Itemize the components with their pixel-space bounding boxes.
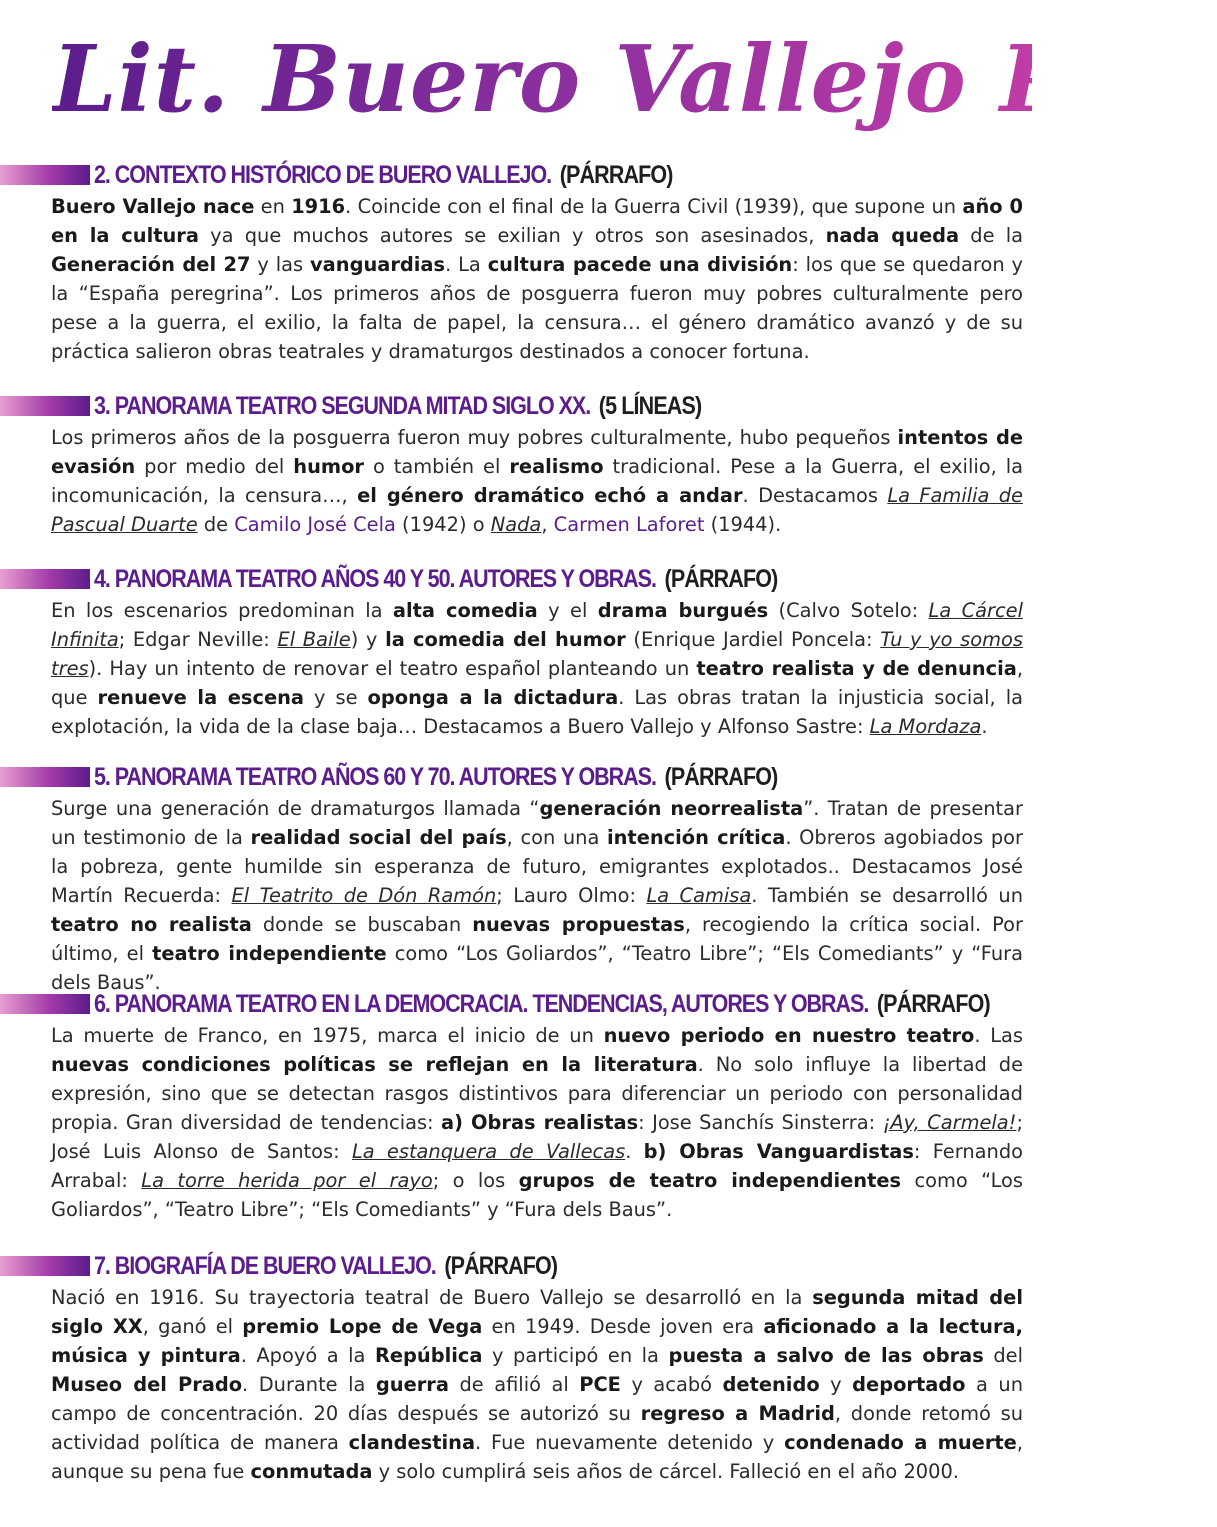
work-title: La torre herida por el rayo <box>141 1169 433 1192</box>
heading-accent-bar <box>0 994 90 1014</box>
section-paragraph: La muerte de Franco, en 1975, marca el inicio de un nuevo periodo en nuestro teatro. Las nuevas condiciones políticas se reflejan en la literatura. No solo influye la libertad de expresión, sino que se detectan rasgos distintivos para diferenciar un periodo con personalidad propia. Gran diversidad de tendencias: a) Obras realistas: Jose Sanchís Sinsterra: ¡Ay, Carmela!; José Luis Alonso de Santos: La estanquera de Vallecas. b) Obras Vanguardistas: Fernando Arrabal: La torre herida por el rayo; o los grupos de teatro independientes como “Los Goliardos”, “Teatro Libre”; “Els Comediants” y “Fura dels Baus”. <box>51 1024 1024 1221</box>
section-tag: (PÁRRAFO) <box>559 161 673 189</box>
page-title: Lit. Buero Vallejo PAU <box>52 14 1032 144</box>
section-title: 5. PANORAMA TEATRO AÑOS 60 Y 70. AUTORES Y OBRAS. <box>94 763 656 791</box>
section-heading <box>0 1251 1080 1281</box>
author-name: Carmen Laforet <box>553 513 705 536</box>
section-title: 4. PANORAMA TEATRO AÑOS 40 Y 50. AUTORES Y OBRAS. <box>94 565 656 593</box>
section-heading <box>0 989 1080 1019</box>
section-paragraph: Los primeros años de la posguerra fueron muy pobres culturalmente, hubo pequeños intentos de evasión por medio del humor o también el realismo tradicional. Pese a la Guerra, el exilio, la incomunicación, la censura…, el género dramático echó a andar. Destacamos La Familia de Pascual Duarte de Camilo José Cela (1942) o Nada, Carmen Laforet (1944). <box>51 426 1023 536</box>
section-panorama-60-70 <box>0 762 1080 997</box>
section-paragraph: Surge una generación de dramaturgos llamada “generación neorrealista”. Tratan de presentar un testimonio de la realidad social del país, con una intención crítica. Obreros agobiados por la pobreza, gente humilde sin esperanza de futuro, emigrantes explotados.. Destacamos José Martín Recuerda: El Teatrito de Dón Ramón; Lauro Olmo: La Camisa. También se desarrolló un teatro no realista donde se buscaban nuevas propuestas, recogiendo la crítica social. Por último, el teatro independiente como “Los Goliardos”, “Teatro Libre”; “Els Comediants” y “Fura dels Baus”. <box>51 797 1024 994</box>
section-paragraph: Nació en 1916. Su trayectoria teatral de Buero Vallejo se desarrolló en la segunda mitad del siglo XX, ganó el premio Lope de Vega en 1949. Desde joven era aficionado a la lectura, música y pintura. Apoyó a la República y participó en la puesta a salvo de las obras del Museo del Prado. Durante la guerra de afilió al PCE y acabó detenido y deportado a un campo de concentración. 20 días después se autorizó su regreso a Madrid, donde retomó su actividad política de manera clandestina. Fue nuevamente detenido y condenado a muerte, aunque su pena fue conmutada y solo cumplirá seis años de cárcel. Falleció en el año 2000. <box>51 1286 1024 1483</box>
heading-accent-bar <box>0 165 90 185</box>
section-contexto-historico <box>0 160 1080 366</box>
heading-accent-bar <box>0 1256 90 1276</box>
work-title: La estanquera de Vallecas <box>351 1140 626 1163</box>
section-tag: (PÁRRAFO) <box>444 1252 558 1280</box>
section-title: 3. PANORAMA TEATRO SEGUNDA MITAD SIGLO XX. <box>94 392 591 420</box>
work-title: El Baile <box>277 628 351 651</box>
work-title: La Familia de Pascual Duarte <box>51 484 1023 536</box>
author-name: Camilo José Cela <box>234 513 396 536</box>
section-panorama-democracia <box>0 989 1080 1224</box>
section-tag: (PÁRRAFO) <box>664 763 778 791</box>
heading-accent-bar <box>0 396 90 416</box>
work-title: El Teatrito de Dón Ramón <box>231 884 497 907</box>
section-tag: (PÁRRAFO) <box>876 990 990 1018</box>
section-paragraph: En los escenarios predominan la alta comedia y el drama burgués (Calvo Sotelo: La Cárcel Infinita; Edgar Neville: El Baile) y la comedia del humor (Enrique Jardiel Poncela: Tu y yo somos tres). Hay un intento de renovar el teatro español planteando un teatro realista y de denuncia, que renueve la escena y se oponga a la dictadura. Las obras tratan la injusticia social, la explotación, la vida de la clase baja… Destacamos a Buero Vallejo y Alfonso Sastre: La Mordaza. <box>51 599 1023 738</box>
section-title: 7. BIOGRAFÍA DE BUERO VALLEJO. <box>94 1252 436 1280</box>
work-title: La Camisa <box>646 884 752 907</box>
section-biografia <box>0 1251 1080 1486</box>
work-title: Tu y yo somos tres <box>51 628 1023 680</box>
work-title: La Cárcel Infinita <box>51 599 1023 651</box>
section-panorama-40-50 <box>0 564 1080 741</box>
section-heading <box>0 160 1080 190</box>
heading-accent-bar <box>0 767 90 787</box>
work-title: Nada <box>490 513 542 536</box>
section-title: 2. CONTEXTO HISTÓRICO DE BUERO VALLEJO. <box>94 161 552 189</box>
section-paragraph: Buero Vallejo nace en 1916. Coincide con el final de la Guerra Civil (1939), que supone un año 0 en la cultura ya que muchos autores se exilian y otros son asesinados, nada queda de la Generación del 27 y las vanguardias. La cultura pacede una división: los que se quedaron y la “España peregrina”. Los primeros años de posguerra fueron muy pobres culturalmente pero pese a la guerra, el exilio, la falta de papel, la censura… el género dramático avanzó y de su práctica salieron obras teatrales y dramaturgos destinados a conocer fortuna. <box>51 195 1024 363</box>
section-heading <box>0 391 1080 421</box>
section-tag: (5 LÍNEAS) <box>598 392 702 420</box>
work-title: La Mordaza <box>869 715 982 738</box>
heading-accent-bar <box>0 569 90 589</box>
section-panorama-segunda-mitad <box>0 391 1080 539</box>
section-heading <box>0 762 1080 792</box>
work-title: ¡Ay, Carmela! <box>882 1111 1017 1134</box>
section-heading <box>0 564 1080 594</box>
section-title: 6. PANORAMA TEATRO EN LA DEMOCRACIA. TENDENCIAS, AUTORES Y OBRAS. <box>94 990 869 1018</box>
section-tag: (PÁRRAFO) <box>664 565 778 593</box>
